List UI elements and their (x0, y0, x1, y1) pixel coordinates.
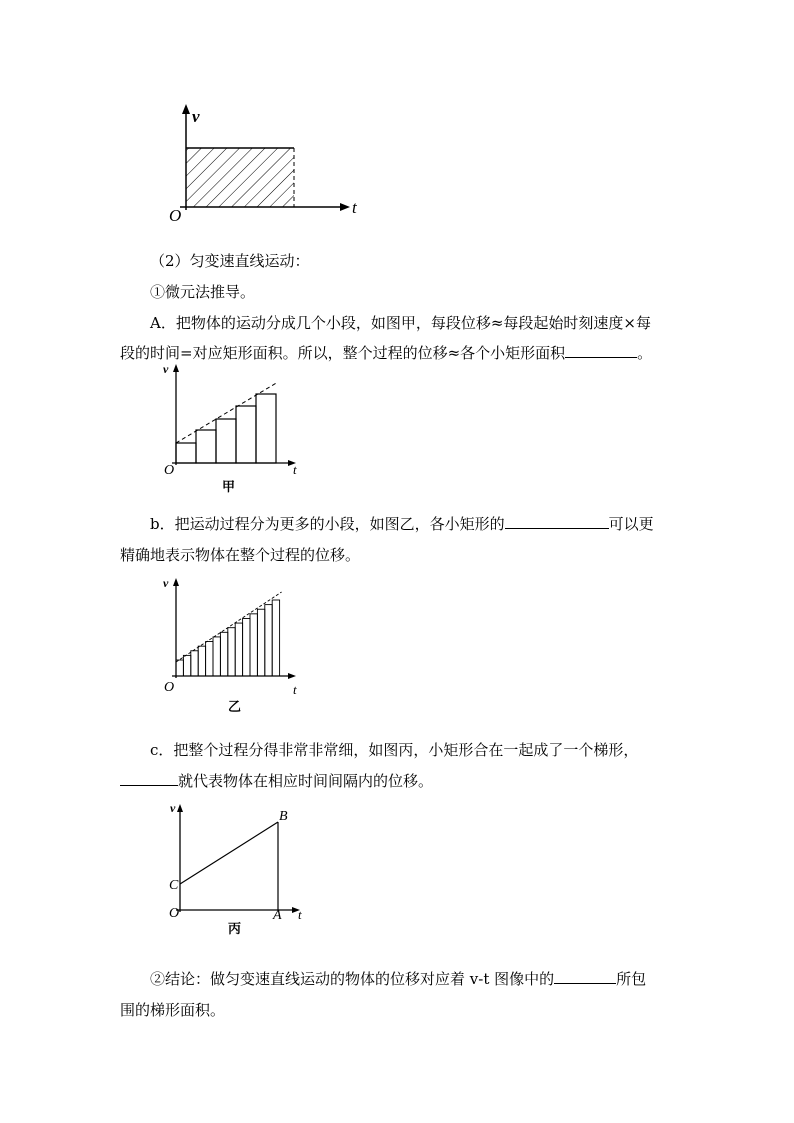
yi-rect (183, 655, 190, 676)
origin-label: O (169, 906, 180, 921)
displacement-area (186, 148, 294, 207)
jia-rect-1 (176, 443, 196, 463)
yi-rect (272, 600, 279, 676)
answer-blank-1[interactable] (565, 341, 637, 358)
yi-rect (250, 614, 257, 676)
x-axis-arrow (340, 203, 350, 211)
x-axis-label: t (293, 462, 297, 477)
x-axis-label: t (293, 682, 297, 697)
y-axis-label: v (163, 362, 169, 376)
point-a-label: A (273, 908, 282, 923)
y-axis-label: v (192, 107, 200, 126)
para-b-line1 (150, 510, 654, 538)
figure-caption: 甲 (222, 480, 236, 495)
y-axis-label: v (163, 576, 169, 590)
yi-dashed-line (176, 592, 282, 662)
uniform-vt-graph (160, 100, 380, 230)
jia-rect-3 (216, 419, 236, 463)
conclusion-line1-end: 所包 (616, 970, 647, 988)
origin-label: O (164, 463, 175, 478)
figure-jia (160, 360, 320, 500)
yi-rect (220, 632, 227, 676)
yi-rect (191, 651, 198, 676)
y-axis-label: v (170, 801, 176, 815)
para-b-line2: 精确地表示物体在整个过程的位移。 (120, 546, 361, 564)
jia-dashed-line (176, 382, 278, 443)
yi-rect (198, 646, 205, 676)
yi-rect (213, 637, 220, 676)
para-a-line1: A．把物体的运动分成几个小段，如图甲，每段位移≈每段起始时刻速度×每 (150, 314, 651, 332)
method-heading: ①微元法推导。 (150, 283, 256, 301)
para-a-line2-end: 。 (637, 344, 653, 362)
figure-bing (160, 798, 320, 938)
yi-rect (257, 609, 264, 676)
yi-rect (228, 628, 235, 676)
y-axis-arrow (177, 804, 183, 812)
section2-title: （2）匀变速直线运动： (150, 252, 310, 270)
yi-rect (206, 642, 213, 676)
bing-vt-graph (160, 798, 320, 938)
para-a-line2-text: 段的时间=对应矩形面积。所以，整个过程的位移≈各个小矩形面积 (120, 344, 566, 362)
yi-rect (176, 660, 183, 676)
figure-uniform-vt (160, 100, 380, 230)
x-axis-label: t (352, 198, 357, 217)
x-axis-label: t (298, 907, 302, 922)
jia-vt-graph (160, 360, 320, 500)
origin-label: O (169, 206, 182, 225)
para-c-line2 (120, 767, 433, 795)
velocity-line-cb (180, 822, 278, 884)
yi-rect (243, 618, 250, 676)
para-b-line1-text: b．把运动过程分为更多的小段，如图乙，各小矩形的 (150, 515, 505, 533)
figure-caption: 乙 (228, 700, 242, 715)
figure-caption: 丙 (228, 922, 242, 937)
jia-rect-5 (256, 394, 276, 463)
y-axis-arrow (173, 578, 179, 586)
para-b-line1-end: 可以更 (608, 515, 654, 533)
jia-rect-2 (196, 430, 216, 463)
y-axis-arrow (173, 364, 179, 372)
conclusion-line1 (150, 965, 646, 993)
answer-blank-4[interactable] (554, 967, 616, 984)
answer-blank-3[interactable] (120, 769, 178, 786)
jia-rect-4 (236, 406, 256, 463)
conclusion-line2: 围的梯形面积。 (120, 1001, 226, 1019)
yi-rect (265, 605, 272, 676)
para-c-line1: c．把整个过程分得非常非常细，如图丙，小矩形合在一起成了一个梯形， (150, 741, 639, 759)
origin-label: O (164, 680, 175, 695)
point-b-label: B (279, 809, 288, 824)
para-c-line2-text: 就代表物体在相应时间间隔内的位移。 (178, 772, 434, 790)
conclusion-line1-text: ②结论：做匀变速直线运动的物体的位移对应着 v-t 图像中的 (150, 970, 555, 988)
yi-vt-graph (160, 572, 320, 717)
figure-yi (160, 572, 320, 717)
point-c-label: C (169, 878, 179, 893)
answer-blank-2[interactable] (505, 512, 609, 529)
yi-rect (235, 623, 242, 676)
y-axis-arrow (182, 104, 190, 114)
x-axis-arrow (288, 673, 296, 679)
